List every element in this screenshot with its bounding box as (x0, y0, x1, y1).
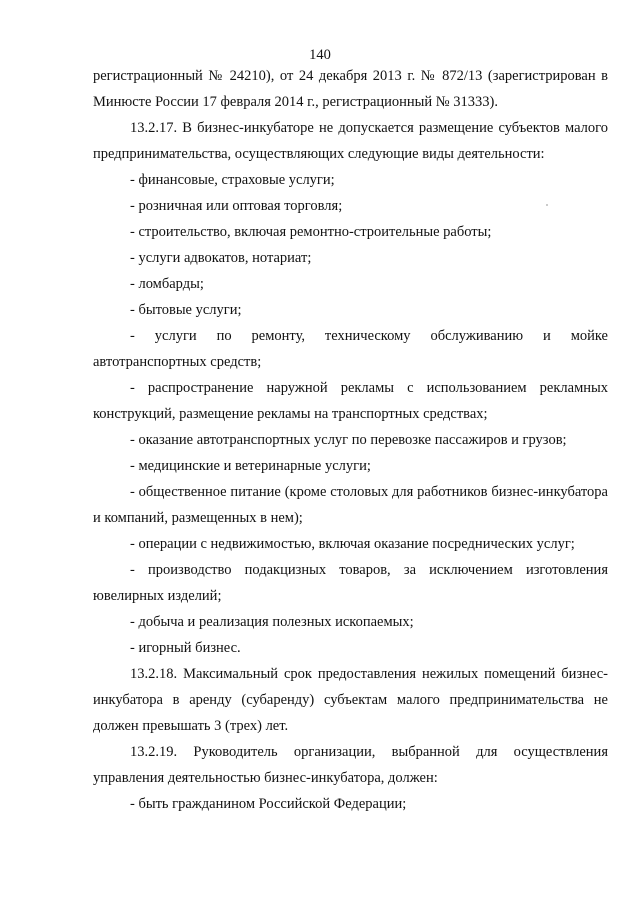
list-item: - услуги адвокатов, нотариат; (130, 250, 312, 266)
paragraph: регистрационный № 24210), от 24 декабря 2013 г. № 872/13 (зарегистрирован в Минюсте России 17 февраля 2014 г., регистрационный № 31333). (93, 68, 608, 110)
list-item: - строительство, включая ремонтно-строительные работы; (130, 224, 492, 240)
paragraph: 13.2.17. В бизнес-инкубаторе не допускается размещение субъектов малого предпринимательства, осуществляющих следующие виды деятельности: (93, 120, 608, 162)
list-item: - производство подакцизных товаров, за исключением изготовления ювелирных изделий; (93, 562, 608, 604)
list-item: - быть гражданином Российской Федерации; (130, 796, 407, 812)
list-item: - операции с недвижимостью, включая оказание посреднических услуг; (130, 536, 575, 552)
list-item: - ломбарды; (130, 276, 204, 292)
list-item: - финансовые, страховые услуги; (130, 172, 335, 188)
list-item: - добыча и реализация полезных ископаемых; (130, 614, 414, 630)
paragraph: 13.2.18. Максимальный срок предоставления нежилых помещений бизнес-инкубатора в аренду (субаренду) субъектам малого предпринимательства не должен превышать 3 (трех) лет. (93, 666, 608, 734)
scan-speck (546, 204, 548, 206)
page-number: 140 (309, 47, 331, 63)
list-item: - бытовые услуги; (130, 302, 242, 318)
list-item: - медицинские и ветеринарные услуги; (130, 458, 371, 474)
list-item: - распространение наружной рекламы с использованием рекламных конструкций, размещение рекламы на транспортных средствах; (93, 380, 608, 422)
list-item: - игорный бизнес. (130, 640, 241, 656)
list-item: - услуги по ремонту, техническому обслуживанию и мойке автотранспортных средств; (93, 328, 608, 370)
list-item: - оказание автотранспортных услуг по перевозке пассажиров и грузов; (130, 432, 567, 448)
document-body (93, 63, 608, 817)
paragraph: 13.2.19. Руководитель организации, выбранной для осуществления управления деятельностью бизнес-инкубатора, должен: (93, 744, 608, 786)
list-item: - общественное питание (кроме столовых для работников бизнес-инкубатора и компаний, размещенных в нем); (93, 484, 608, 526)
list-item: - розничная или оптовая торговля; (130, 198, 343, 214)
